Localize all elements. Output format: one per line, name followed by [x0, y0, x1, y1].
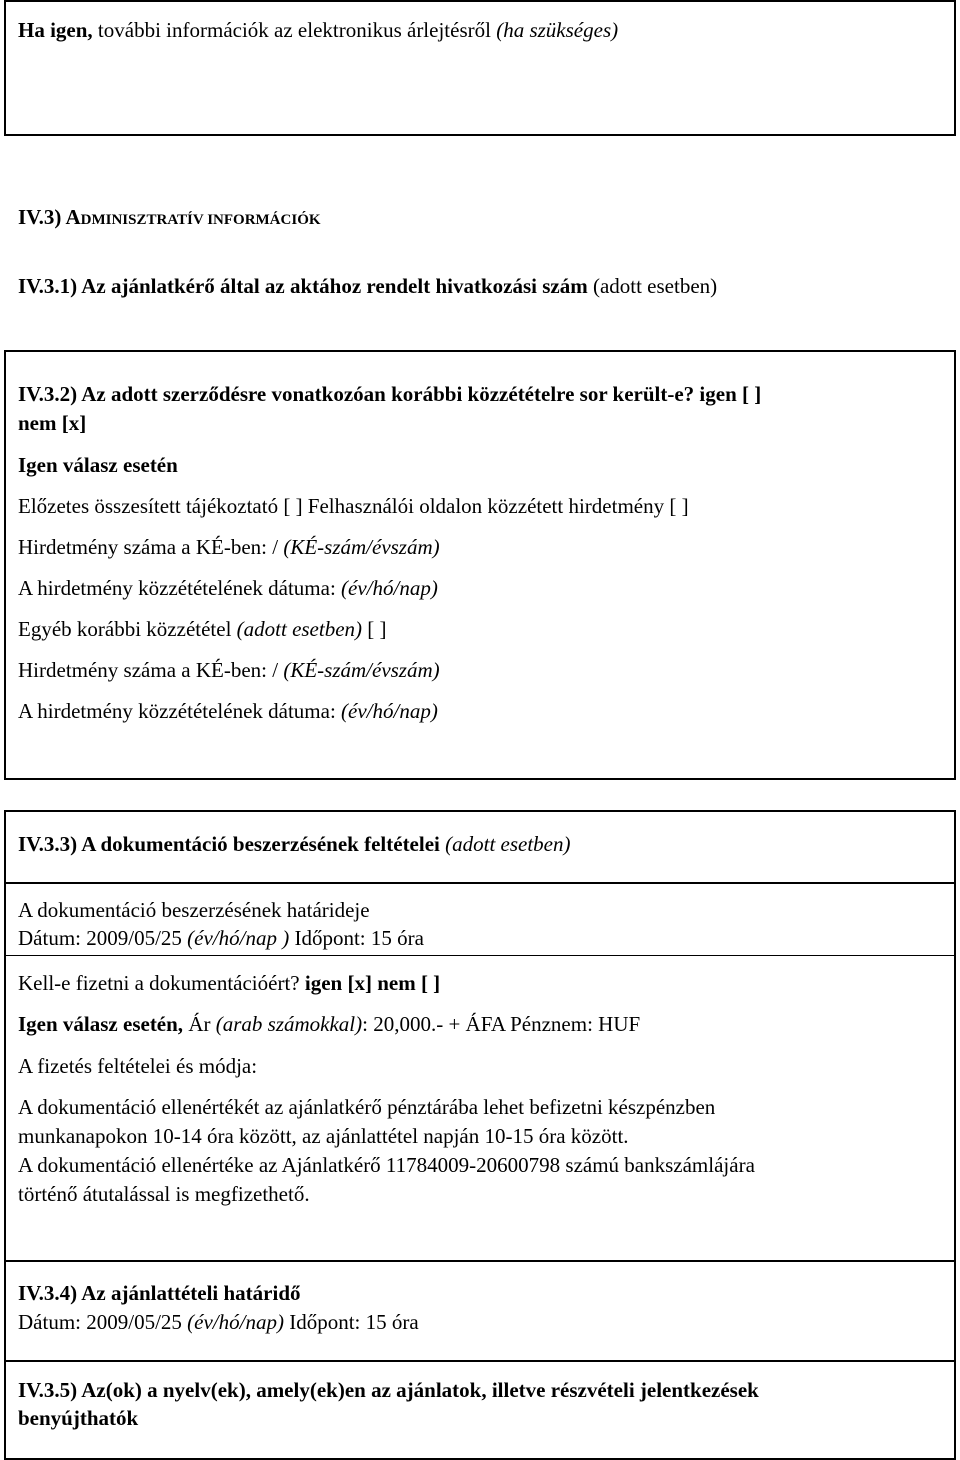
auction-info-italic: (ha szükséges): [496, 18, 619, 42]
auction-info-bold: Ha igen,: [18, 18, 93, 42]
elozetes-line: Előzetes összesített tájékoztató [ ] Felhasználói oldalon közzétett hirdetmény [ ]: [18, 494, 689, 518]
section-iv35-line1: [18, 1376, 759, 1405]
iv34-datum-text: Dátum: 2009/05/25: [18, 1310, 188, 1334]
idopont-text: Időpont: 15 óra: [289, 926, 424, 950]
datum1-italic: (év/hó/nap): [341, 576, 438, 600]
section-iv3-num: IV.3) A: [18, 205, 81, 229]
section-iv34-bold: IV.3.4) Az ajánlattételi határidő: [18, 1281, 301, 1305]
fizetes-p1: A dokumentáció ellenértékét az ajánlatkérő pénztárába lehet befizetni készpénzben: [18, 1095, 716, 1119]
datum1-text: A hirdetmény közzétételének dátuma:: [18, 576, 342, 600]
hatarido-label: A dokumentáció beszerzésének határideje: [18, 898, 370, 922]
ar-rest: : 20,000.- + ÁFA Pénznem: HUF: [362, 1012, 641, 1036]
hatarido-datum: [18, 924, 424, 953]
igen-valasz-bold: Igen válasz esetén,: [18, 1012, 184, 1036]
kozzetetel-datuma-1: [18, 574, 438, 603]
kell-bold: igen [x] nem [ ]: [304, 971, 441, 995]
section-iv35-bold1: IV.3.5) Az(ok) a nyelv(ek), amely(ek)en az ajánlatok, illetve részvételi jelentkezések: [18, 1378, 759, 1402]
section-iv33-heading: [18, 830, 571, 859]
hird1-text: Hirdetmény száma a KÉ-ben: /: [18, 535, 284, 559]
fizetes-label: A fizetés feltételei és módja:: [18, 1054, 258, 1078]
egyeb-end: [ ]: [362, 617, 387, 641]
kell-text: Kell-e fizetni a dokumentációért?: [18, 971, 305, 995]
hirdetmeny-szama-2: [18, 656, 440, 685]
igen-valasz-label: [18, 451, 178, 480]
section-iv31-bold: IV.3.1) Az ajánlatkérő által az aktához rendelt hivatkozási szám: [18, 274, 588, 298]
hird1-italic: (KÉ-szám/évszám): [283, 535, 440, 559]
datum2-italic: (év/hó/nap): [341, 699, 438, 723]
section-iv32-line1: [18, 380, 761, 409]
section-iv34-datum: [18, 1308, 419, 1337]
section-iv35-bold2: benyújthatók: [18, 1406, 139, 1430]
section-iv33-divider: [4, 955, 956, 956]
datum-italic: (év/hó/nap ): [187, 926, 290, 950]
section-iv35-box: [4, 1360, 956, 1460]
hird2-text: Hirdetmény száma a KÉ-ben: /: [18, 658, 284, 682]
section-iv35-line2: [18, 1404, 138, 1433]
section-iv31-heading: [18, 272, 717, 301]
section-iv32-line2: [18, 409, 86, 438]
ar-italic: (arab számokkal): [215, 1012, 363, 1036]
egyeb-italic: (adott esetben): [236, 617, 363, 641]
fizetes-p3: A dokumentáció ellenértéke az Ajánlatkérő 11784009-20600798 számú bankszámlájára: [18, 1153, 755, 1177]
section-iv33-italic: (adott esetben): [439, 832, 571, 856]
auction-info-line: [18, 16, 618, 45]
ar-text: Ár: [183, 1012, 216, 1036]
kell-fizetni: [18, 969, 440, 998]
section-iv33-bold: IV.3.3) A dokumentáció beszerzésének feltételei: [18, 832, 440, 856]
fizetes-p4: történő átutalással is megfizethető.: [18, 1182, 310, 1206]
datum-text: Dátum: 2009/05/25: [18, 926, 188, 950]
ar-line: [18, 1010, 640, 1039]
igen-valasz-text: Igen válasz esetén: [18, 453, 178, 477]
section-iv34-heading: [18, 1279, 301, 1308]
section-iv3-heading: [18, 203, 321, 235]
hird2-italic: (KÉ-szám/évszám): [283, 658, 440, 682]
egyeb-text: Egyéb korábbi közzététel: [18, 617, 237, 641]
hirdetmeny-szama-1: [18, 533, 440, 562]
iv34-idopont: Időpont: 15 óra: [283, 1310, 419, 1334]
section-iv32-bold: IV.3.2) Az adott szerződésre vonatkozóan korábbi közzétételre sor került-e? igen [ ]: [18, 382, 762, 406]
fizetes-p2: munkanapokon 10-14 óra között, az ajánlattétel napján 10-15 óra között.: [18, 1124, 629, 1148]
kozzetetel-datuma-2: [18, 697, 438, 726]
section-iv3-small: DMINISZTRATÍV INFORMÁCIÓK: [80, 212, 321, 228]
datum2-text: A hirdetmény közzétételének dátuma:: [18, 699, 342, 723]
section-iv32-bold2: nem [x]: [18, 411, 87, 435]
iv34-datum-italic: (év/hó/nap): [187, 1310, 284, 1334]
section-iv31-tail: (adott esetben): [587, 274, 718, 298]
auction-info-text: további információk az elektronikus árlejtésről: [92, 18, 497, 42]
egyeb-kozzetetel: [18, 615, 387, 644]
